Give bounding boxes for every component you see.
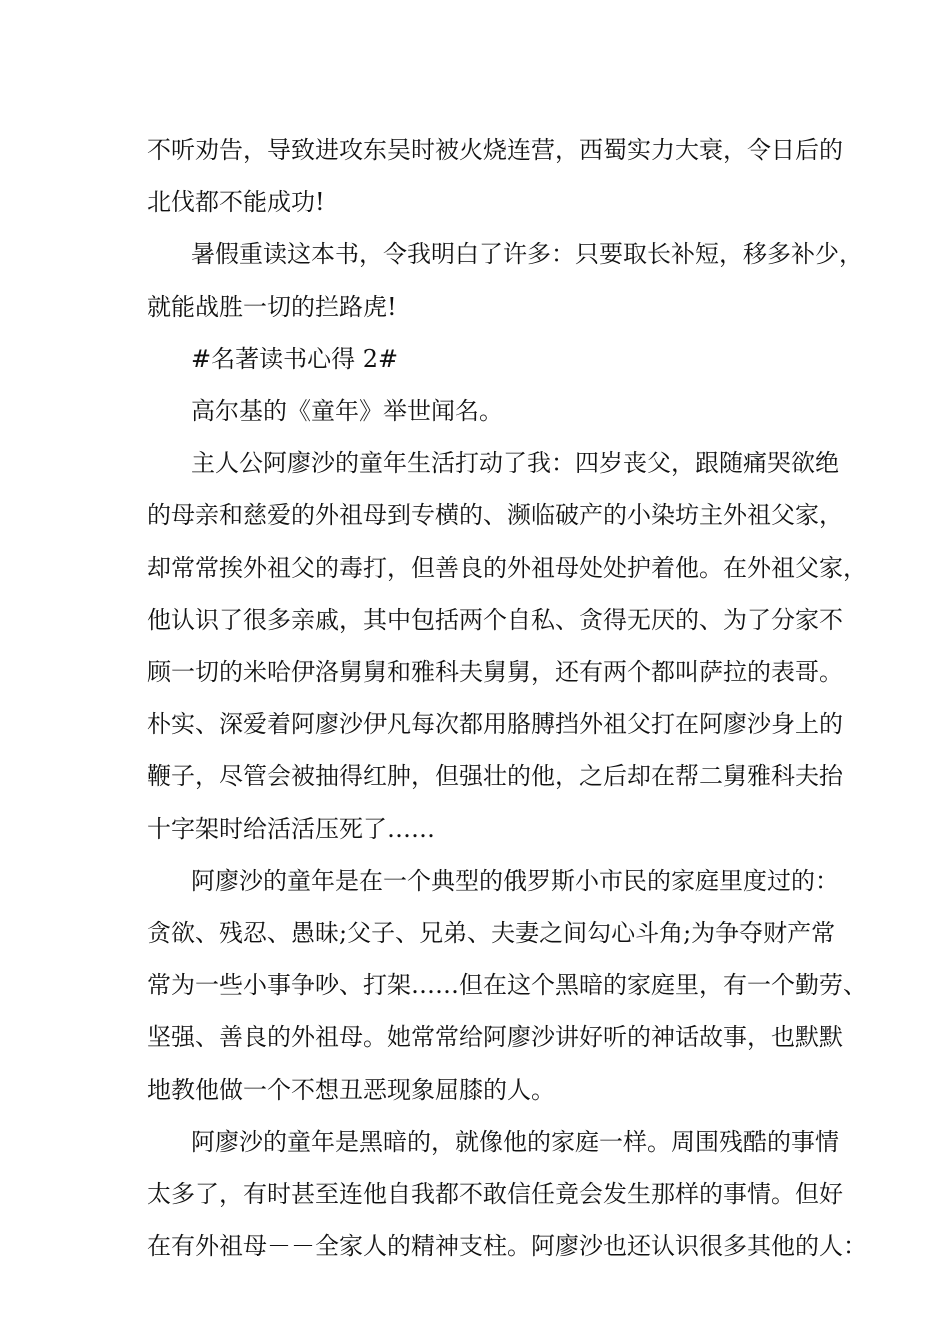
text-line: 鞭子，尽管会被抽得红肿，但强壮的他，之后却在帮二舅雅科夫抬 bbox=[147, 762, 843, 790]
text-line: 贪欲、残忍、愚昧;父子、兄弟、夫妻之间勾心斗角;为争夺财产常 bbox=[147, 919, 836, 947]
text-line: 顾一切的米哈伊洛舅舅和雅科夫舅舅，还有两个都叫萨拉的表哥。 bbox=[147, 658, 843, 686]
text-line: 太多了，有时甚至连他自我都不敢信任竟会发生那样的事情。但好 bbox=[147, 1180, 843, 1208]
text-line: 坚强、善良的外祖母。她常常给阿廖沙讲好听的神话故事，也默默 bbox=[147, 1023, 843, 1051]
text-line: 的母亲和慈爱的外祖母到专横的、濒临破产的小染坊主外祖父家， bbox=[147, 501, 843, 529]
text-line: 却常常挨外祖父的毒打，但善良的外祖母处处护着他。在外祖父家， bbox=[147, 554, 867, 582]
text-line: 地教他做一个不想丑恶现象屈膝的人。 bbox=[147, 1076, 555, 1104]
text-line: 朴实、深爱着阿廖沙伊凡每次都用胳膊挡外祖父打在阿廖沙身上的 bbox=[147, 710, 843, 738]
section-heading: #名著读书心得 2# bbox=[191, 345, 399, 373]
text-line: 阿廖沙的童年是在一个典型的俄罗斯小市民的家庭里度过的： bbox=[191, 867, 839, 895]
text-line: 他认识了很多亲戚，其中包括两个自私、贪得无厌的、为了分家不 bbox=[147, 606, 843, 634]
text-line: 暑假重读这本书，令我明白了许多：只要取长补短，移多补少， bbox=[191, 240, 863, 268]
text-line: 常为一些小事争吵、打架……但在这个黑暗的家庭里，有一个勤劳、 bbox=[147, 971, 867, 999]
text-line: 北伐都不能成功! bbox=[147, 188, 325, 216]
text-line: 主人公阿廖沙的童年生活打动了我：四岁丧父，跟随痛哭欲绝 bbox=[191, 449, 839, 477]
text-line: 在有外祖母－－全家人的精神支柱。阿廖沙也还认识很多其他的人： bbox=[147, 1232, 867, 1260]
text-line: 不听劝告，导致进攻东吴时被火烧连营，西蜀实力大衰，令日后的 bbox=[147, 136, 843, 164]
text-line: 阿廖沙的童年是黑暗的，就像他的家庭一样。周围残酷的事情 bbox=[191, 1128, 839, 1156]
text-line: 高尔基的《童年》举世闻名。 bbox=[191, 397, 503, 425]
text-line: 十字架时给活活压死了…… bbox=[147, 815, 435, 843]
text-line: 就能战胜一切的拦路虎! bbox=[147, 293, 397, 321]
